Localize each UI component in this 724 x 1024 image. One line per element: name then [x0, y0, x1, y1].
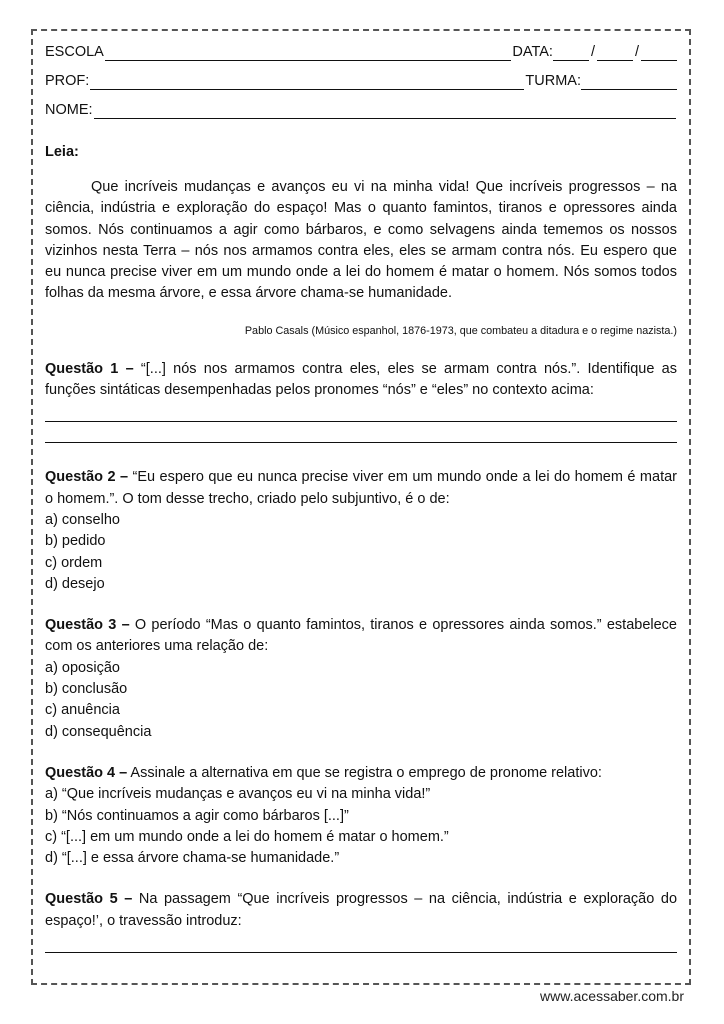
question-3-option-a[interactable]: a) oposição — [45, 659, 120, 676]
question-1-text: “[...] nós nos armamos contra eles, eles se armam contra nós.”. Identifique as funções sintáticas desempenhadas pelos pronomes “nós” e “eles” no contexto acima: — [45, 360, 677, 399]
question-2-text: “Eu espero que eu nunca precise viver em um mundo onde a lei do homem é matar o homem.”. O tom desse trecho, criado pelo subjuntivo, é o de: — [45, 469, 677, 507]
reading-title: Leia: — [45, 144, 79, 160]
name-field[interactable] — [94, 104, 676, 119]
question-4-option-c[interactable]: c) “[...] em um mundo onde a lei do homem é matar o homem.” — [45, 828, 449, 845]
question-1-label: Questão 1 – — [45, 360, 134, 377]
question-2-option-b[interactable]: b) pedido — [45, 533, 106, 550]
question-4-text: Assinale a alternativa em que se registra o emprego de pronome relativo: — [127, 764, 602, 781]
question-4-option-b[interactable]: b) “Nós continuamos a agir como bárbaros [...]” — [45, 807, 349, 824]
date-month-field[interactable] — [597, 46, 633, 61]
question-4-label: Questão 4 – — [45, 764, 128, 781]
name-label: NOME: — [45, 102, 93, 118]
answer-line-1a[interactable] — [45, 401, 677, 422]
teacher-label: PROF: — [45, 73, 90, 89]
question-2-label: Questão 2 – — [45, 469, 129, 486]
date-year-field[interactable] — [641, 46, 677, 61]
question-3 — [45, 615, 677, 743]
date-day-field[interactable] — [553, 46, 589, 61]
school-line — [45, 43, 677, 61]
question-4-option-d[interactable]: d) “[...] e essa árvore chama-se humanidade.” — [45, 850, 340, 867]
reading-text: Que incríveis mudanças e avanços eu vi na minha vida! Que incríveis progressos – na ciência, indústria e exploração do espaço! Mas o quanto famintos, tiranos e opressores ainda somos. Nós continuamos a agir como bárbaros, e como selvagens ainda tememos os nossos vizinhos nesta Terra – nós nos armamos contra eles, eles se armam contra nós. Eu espero que eu nunca precise viver em um mundo onde a lei do homem é matar o homem. Nós somos todos folhas da mesma árvore, e essa árvore chama-se humanidade. — [45, 179, 677, 302]
question-4-option-a[interactable]: a) “Que incríveis mudanças e avanços eu vi na minha vida!” — [45, 786, 431, 803]
name-line — [45, 101, 677, 119]
date-slash-1: / — [590, 44, 595, 60]
reading-source: Pablo Casals (Músico espanhol, 1876-1973, que combateu a ditadura e o regime nazista.) — [244, 324, 677, 337]
school-label: ESCOLA — [45, 44, 104, 60]
teacher-field[interactable] — [90, 75, 524, 90]
answer-line-1b[interactable] — [45, 422, 677, 443]
question-3-label: Questão 3 – — [45, 617, 130, 634]
answer-line-5a[interactable] — [45, 932, 677, 953]
question-2 — [45, 467, 677, 595]
question-2-option-a[interactable]: a) conselho — [45, 511, 120, 528]
question-5 — [45, 889, 677, 953]
footer-site[interactable]: www.acessaber.com.br — [540, 988, 684, 1004]
question-2-option-c[interactable]: c) ordem — [45, 554, 103, 571]
question-3-text: O período “Mas o quanto famintos, tiranos e opressores ainda somos.” estabelece com os anteriores uma relação de: — [45, 617, 677, 655]
question-3-option-c[interactable]: c) anuência — [45, 702, 120, 719]
class-label: TURMA: — [525, 73, 581, 89]
question-5-text: Na passagem “Que incríveis progressos – na ciência, indústria e exploração do espaço!’, o travessão introduz: — [45, 891, 678, 929]
question-3-option-b[interactable]: b) conclusão — [45, 681, 128, 698]
teacher-line — [45, 72, 677, 90]
question-2-option-d[interactable]: d) desejo — [45, 575, 105, 592]
class-field[interactable] — [581, 75, 677, 90]
question-3-option-d[interactable]: d) consequência — [45, 723, 152, 740]
date-label: DATA: — [512, 44, 553, 60]
question-5-label: Questão 5 – — [45, 891, 133, 908]
worksheet-frame — [31, 29, 691, 985]
date-slash-2: / — [634, 44, 639, 60]
question-4 — [45, 763, 677, 869]
question-1 — [45, 359, 677, 444]
school-field[interactable] — [105, 46, 512, 61]
